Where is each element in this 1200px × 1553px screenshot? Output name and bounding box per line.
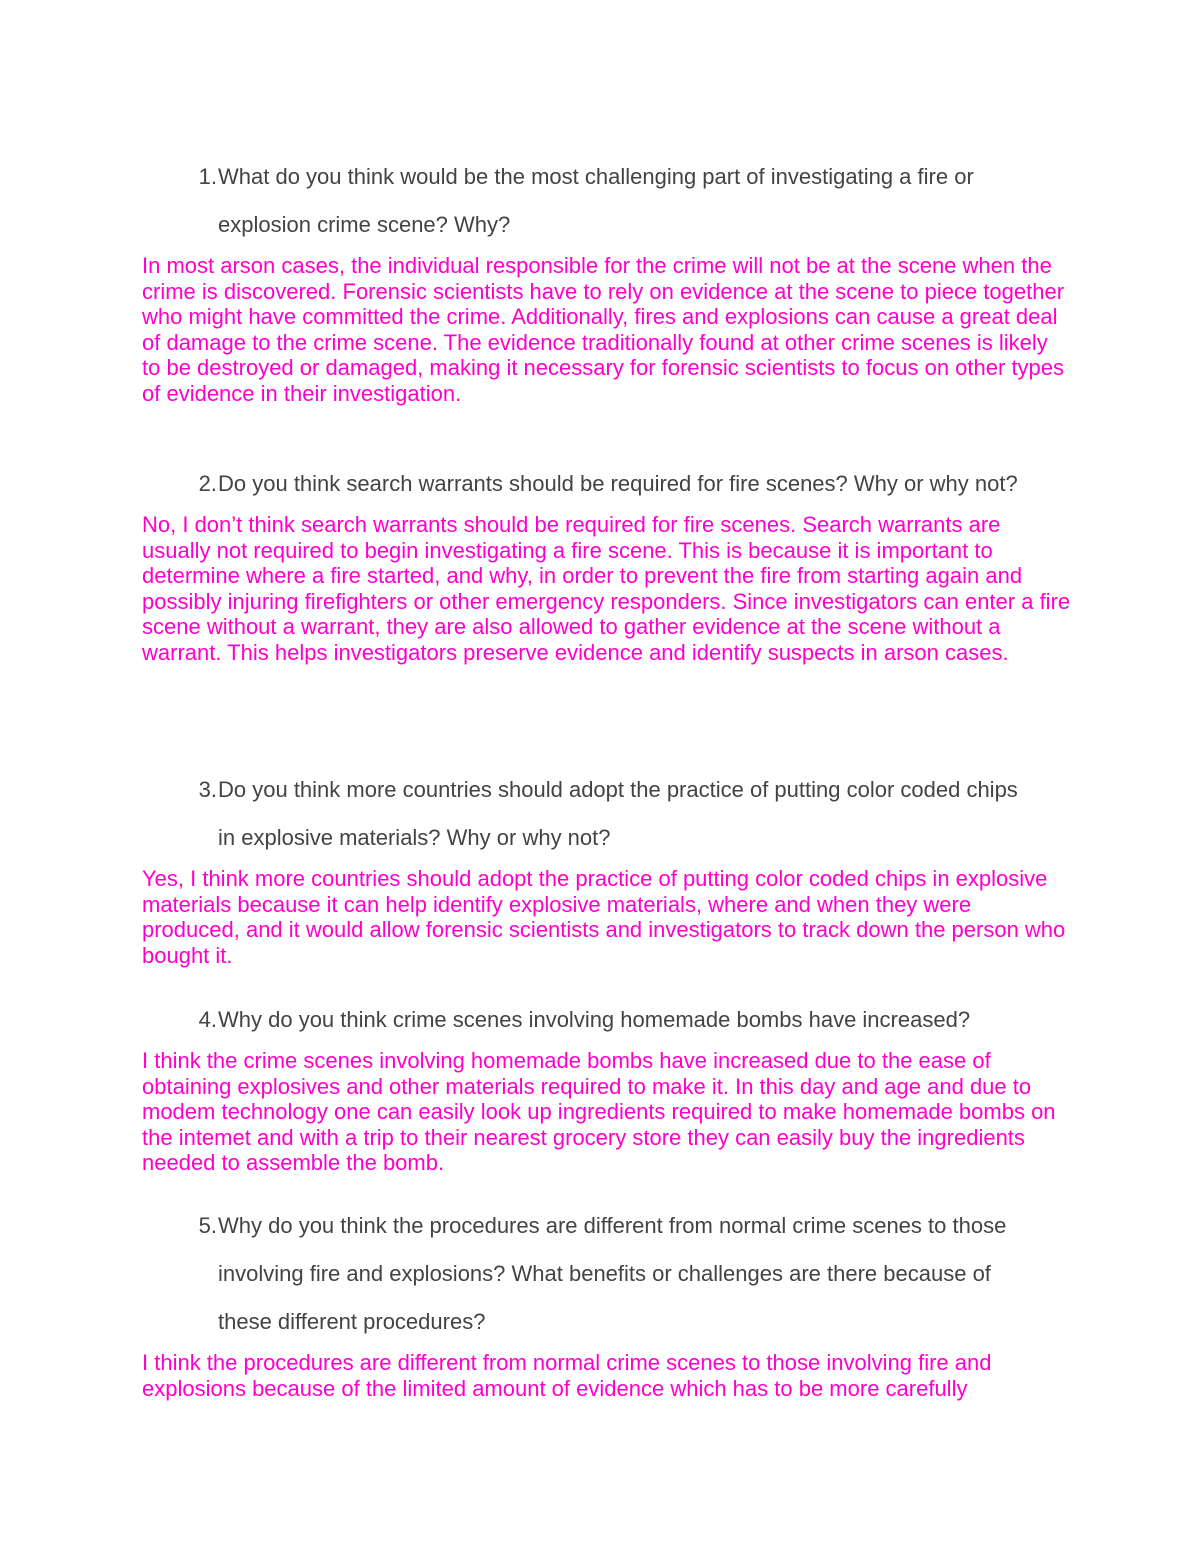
question-text: What do you think would be the most challenging part of investigating a fire or explosion crime scene? Why?	[218, 164, 974, 237]
question-4	[142, 996, 1072, 1044]
question-text: Do you think search warrants should be required for fire scenes? Why or why not?	[218, 471, 1018, 496]
question-text: Why do you think the procedures are different from normal crime scenes to those involving fire and explosions? What benefits or challenges are there because of these different procedures?	[218, 1213, 1007, 1334]
answer-4: I think the crime scenes involving homemade bombs have increased due to the ease of obtaining explosives and other materials required to make it. In this day and age and due to modem technology one can easily look up ingredients required to make homemade bombs on the intemet and with a trip to their nearest grocery store they can easily buy the ingredients needed to assemble the bomb.	[142, 1048, 1056, 1176]
answer-1: In most arson cases, the individual responsible for the crime will not be at the scene when the crime is discovered. Forensic scientists have to rely on evidence at the scene to piece together who might have committed the crime. Additionally, fires and explosions can cause a great deal of damage to the crime scene. The evidence traditionally found at other crime scenes is likely to be destroyed or damaged, making it necessary for forensic scientists to focus on other types of evidence in their investigation.	[142, 253, 1065, 406]
question-number: 2.	[198, 471, 217, 496]
question-text: Why do you think crime scenes involving homemade bombs have increased?	[218, 1007, 971, 1032]
answer-3: Yes, I think more countries should adopt the practice of putting color coded chips in explosive materials because it can help identify explosive materials, where and when they were produced, and it would allow forensic scientists and investigators to track down the person who bought it.	[142, 866, 1066, 968]
question-text: Do you think more countries should adopt the practice of putting color coded chips in explosive materials? Why or why not?	[218, 777, 1018, 850]
qa-item-1	[142, 153, 1072, 407]
qa-item-2	[142, 460, 1072, 666]
question-5	[142, 1202, 1072, 1346]
question-number: 3.	[198, 777, 217, 802]
question-number: 1.	[198, 164, 217, 189]
answer-2: No, I don’t think search warrants should be required for fire scenes. Search warrants are usually not required to begin investigating a fire scene. This is because it is important to determine where a fire started, and why, in order to prevent the fire from starting again and possibly injuring firefighters or other emergency responders. Since investigators can enter a fire scene without a warrant, they are also allowed to gather evidence at the scene without a warrant. This helps investigators preserve evidence and identify suspects in arson cases.	[142, 512, 1071, 665]
qa-item-3	[142, 766, 1072, 968]
question-2	[142, 460, 1072, 508]
qa-item-4	[142, 996, 1072, 1176]
question-3	[142, 766, 1072, 862]
question-number: 5.	[198, 1213, 217, 1238]
qa-item-5	[142, 1202, 1072, 1401]
question-1	[142, 153, 1072, 249]
answer-5: I think the procedures are different from normal crime scenes to those involving fire and explosions because of the limited amount of evidence which has to be more carefully	[142, 1350, 992, 1401]
question-number: 4.	[198, 1007, 217, 1032]
